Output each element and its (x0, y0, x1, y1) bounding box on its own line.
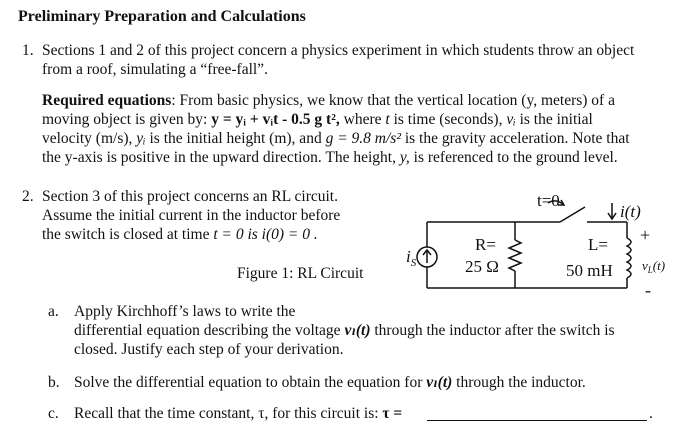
inductor-voltage-label: $v_L(t)$ (642, 258, 666, 275)
text-initial-height: is the initial height (m), and (149, 130, 322, 147)
initial-condition: t = 0 is i(0) = 0 . (213, 226, 318, 243)
tau-symbol: τ = (382, 405, 403, 422)
sub-b-label: b. (48, 374, 60, 391)
resistor-value: 25 Ω (465, 257, 499, 276)
text-through-inductor-b: through the inductor. (456, 374, 586, 391)
inductor-value: 50 mH (566, 261, 613, 280)
required-text: : From basic physics, we know that the vertical location (y, meters) of a (171, 92, 615, 109)
sub-b-line (74, 374, 586, 392)
source-label: $i_S$ (406, 247, 417, 269)
text-given-by: moving object is given by: (42, 111, 208, 128)
plus-sign: + (640, 225, 651, 245)
item2-number: 2. (22, 188, 34, 205)
inductor-coil (627, 238, 631, 278)
var-t: t (385, 111, 390, 128)
var-yi: yᵢ (136, 130, 146, 147)
item1-number: 1. (22, 42, 34, 59)
item1-line2: from a roof, simulating a “free-fall”. (42, 61, 268, 78)
sub-c-period: . (649, 405, 653, 422)
answer-blank-line[interactable] (427, 420, 647, 421)
figure-caption: Figure 1: RL Circuit (237, 265, 364, 282)
minus-sign: - (645, 280, 651, 300)
text-gravity: is the gravity acceleration. Note that (404, 130, 630, 147)
item1-line1: Sections 1 and 2 of this project concern a physics experiment in which students throw an object (42, 42, 635, 59)
text-ground: is referenced to the ground level. (413, 149, 618, 166)
sub-a-line1: Apply Kirchhoff’s laws to write the (74, 303, 296, 320)
text-initial: is the initial (519, 111, 593, 128)
sub-c-label: c. (48, 405, 59, 422)
sub-a-line3: closed. Justify each step of your derivation. (74, 341, 344, 358)
item2-line1: Section 3 of this project concerns an RL circuit. (42, 188, 338, 205)
text-solve: Solve the differential equation to obtain the equation for (74, 374, 423, 391)
resistor-label: R= (475, 235, 496, 254)
switch-blade (560, 207, 585, 222)
text-switch-closed: the switch is closed at time (42, 226, 210, 243)
var-vi: vᵢ (506, 111, 516, 128)
var-y: y, (399, 149, 410, 166)
page-title: Preliminary Preparation and Calculations (18, 8, 306, 25)
required-label: Required equations (42, 92, 172, 109)
text-differential-equation: differential equation describing the voltage (74, 322, 341, 339)
text-velocity: velocity (m/s), (42, 130, 133, 147)
text-through-inductor: through the inductor after the switch is (374, 322, 615, 339)
text-time-constant: Recall that the time constant, τ, for this circuit is: (74, 405, 379, 422)
item2-line2: Assume the initial current in the inductor before (42, 207, 341, 224)
var-vl-a: vₗ(t) (344, 322, 371, 339)
text-time: is time (seconds), (393, 111, 503, 128)
current-label: i(t) (620, 202, 641, 221)
switch-label: t=0 (537, 191, 560, 210)
resistor-zigzag (509, 240, 521, 271)
sub-a-line2 (74, 322, 615, 340)
sub-c-line (74, 405, 402, 423)
inductor-label: L= (588, 235, 608, 254)
gravity-expression: g = 9.8 m/s² (325, 130, 401, 147)
sub-a-label: a. (48, 303, 59, 320)
var-vl-b: vₗ(t) (426, 374, 453, 391)
text-y-axis: the y-axis is positive in the upward direction. The height, (42, 149, 396, 166)
free-fall-equation: y = yᵢ + vᵢt - 0.5 g t², (211, 111, 340, 128)
text-where: where (343, 111, 382, 128)
